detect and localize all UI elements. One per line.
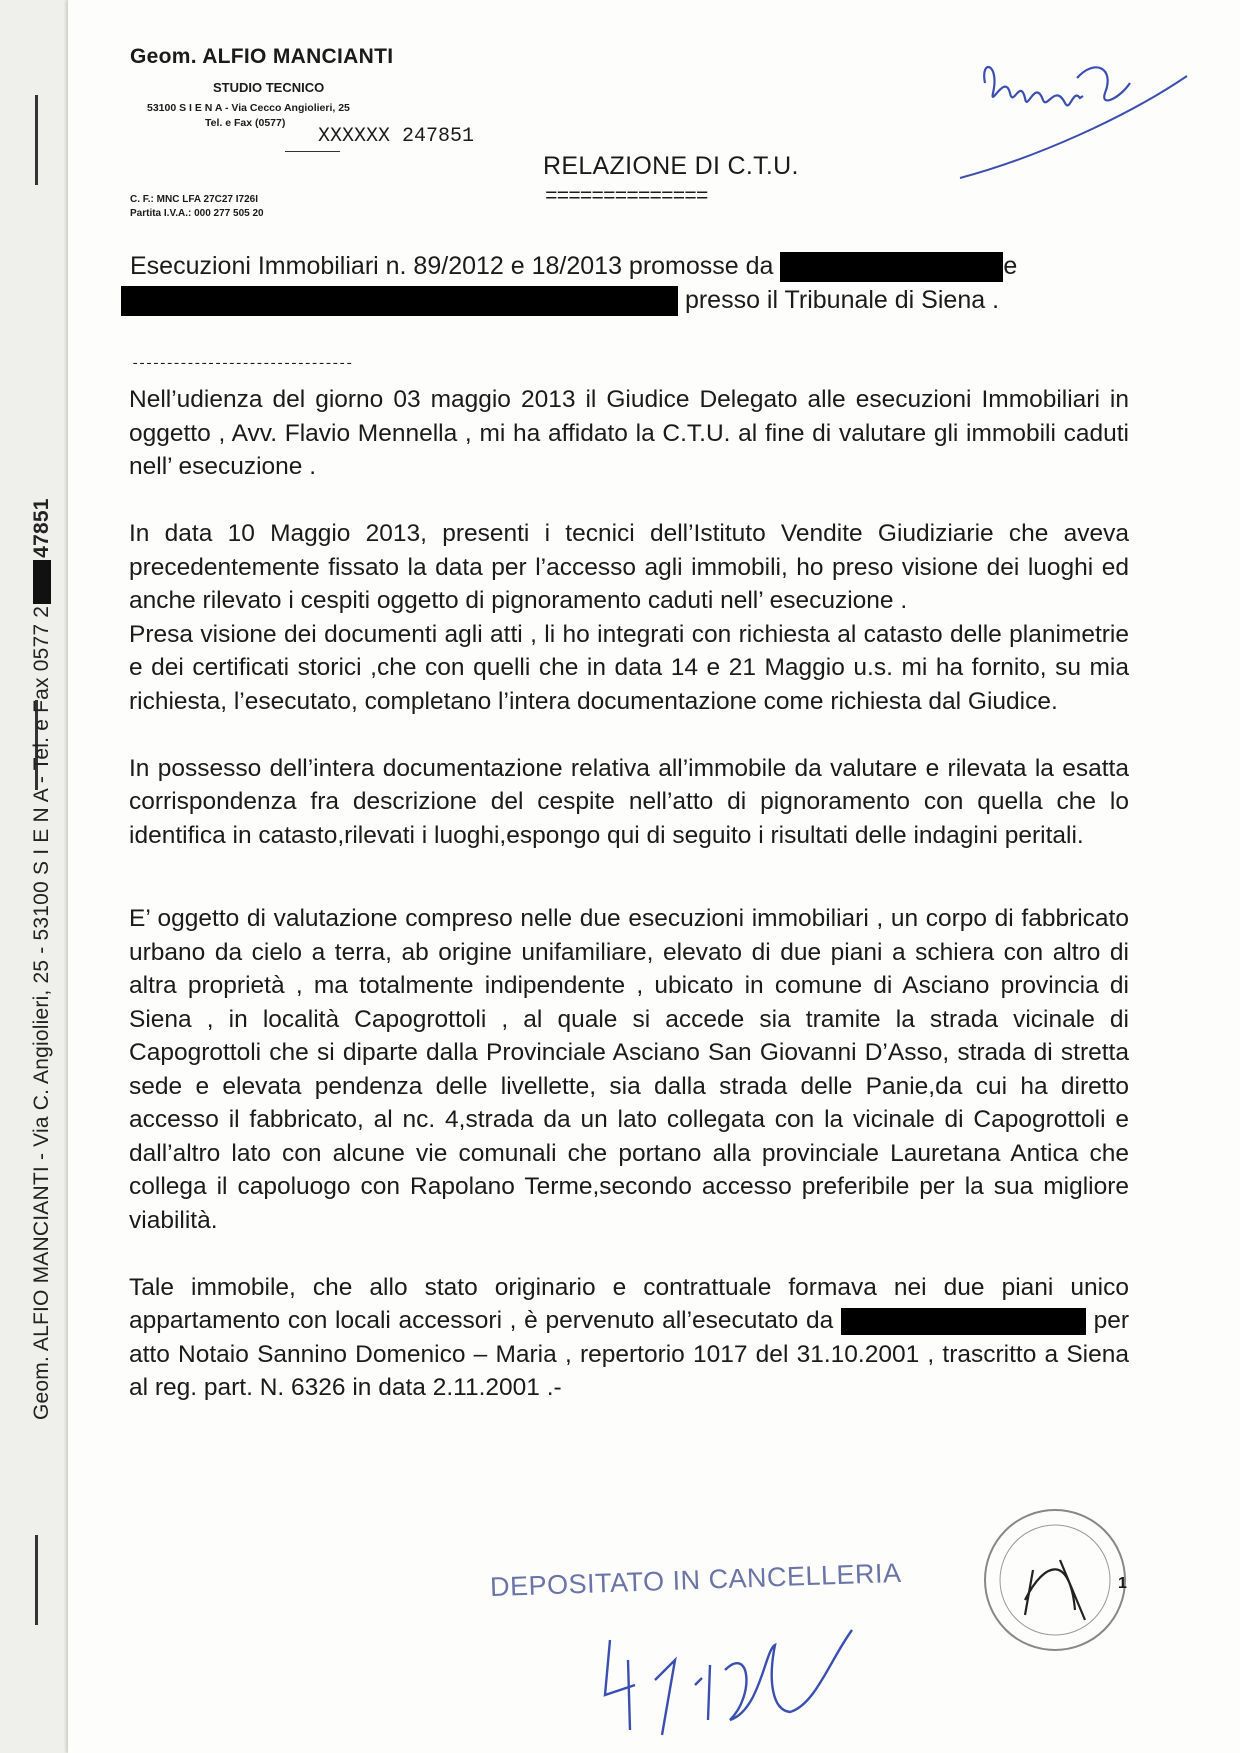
signature-top: [955, 38, 1195, 188]
letterhead: [130, 45, 475, 219]
redaction: [780, 252, 1003, 282]
letterhead-cf: C. F.: MNC LFA 27C27 I726I: [130, 194, 258, 205]
paragraph-last-start: Tale immobile, che allo stato originario e contrattuale formava nei due piani unico appartamento con locali accessori , è pervenuto all’esecutato da: [129, 1273, 1129, 1334]
paragraph-last-end: per atto Notaio Sannino Domenico – Maria , repertorio 1017 del 31.10.2001 , trascritto a Siena al reg. part. N. 6326 in data 2.11.2001 .-: [129, 1307, 1129, 1401]
redaction: [841, 1308, 1086, 1335]
letterhead-tel-label: Tel. e Fax (0577): [205, 117, 286, 129]
margin-stamp: [30, 498, 57, 1420]
page-number: 1: [1118, 1575, 1127, 1592]
document-title-underline: ==============: [545, 186, 708, 209]
report-body: [129, 383, 1129, 1438]
paragraph: In data 10 Maggio 2013, presenti i tecnici dell’Istituto Vendite Giudiziarie che aveva precedentemente fissato la data per l’accesso agli immobili, ho preso visione dei luoghi ed anche rilevato i cespiti oggetto di pignoramento caduti nell’ esecuzione .: [129, 520, 1129, 614]
margin-stamp-prefix: Geom. ALFIO MANCIANTI - Via C. Angiolieri, 25 - 53100 S I E N A - Tel. e Fax 0577 2: [30, 605, 53, 1420]
redaction: [121, 286, 678, 316]
paragraph-last: [129, 1271, 1129, 1405]
letterhead-fiscal: [130, 193, 264, 221]
document-title: RELAZIONE DI C.T.U.: [543, 152, 799, 180]
letterhead-divider: [285, 151, 340, 152]
letterhead-name: Geom. ALFIO MANCIANTI: [130, 45, 394, 68]
margin-stamp-suffix: 47851: [30, 498, 53, 558]
redaction: .: [33, 560, 51, 604]
subject-line-2: [121, 286, 999, 316]
letterhead-piva: Partita I.V.A.: 000 277 505 20: [130, 208, 264, 219]
letterhead-address: 53100 S I E N A - Via Cecco Angiolieri, 25: [147, 102, 350, 114]
paragraph: E’ oggetto di valutazione compreso nelle due esecuzioni immobiliari , un corpo di fabbricato urbano da cielo a terra, ab origine unifamiliare, elevato di due piani a schiera con altro di altra proprietà , ma totalmente indipendente , ubicato in comune di Asciano provincia di Siena , in località Capogrottoli , al quale si accede sia tramite la strada vicinale di Capogrottoli che si diparte dalla Provinciale Asciano San Giovanni D’Asso, strada di stretta sede e elevata pendenza delle livellette, sia dalla strada delle Panie,da cui ha diretto accesso il fabbricato, al nc. 4,strada da un lato collegata con la vicinale di Capogrottoli e dall’altro lato con alcune vie comunali che portano alla provinciale Lauretana Antica che collega il capoluogo con Rapolano Terme,secondo accesso preferibile per la sua migliore viabilità.: [129, 905, 1129, 1234]
paragraph: Presa visione dei documenti agli atti , li ho integrati con richiesta al catasto delle planimetrie e dei certificati storici ,che con quelli che in data 14 e 21 Maggio u.s. mi ha fornito, su mia richiesta, l’esecutato, completano l’intera documentazione come richiesta dal Giudice.: [129, 620, 1129, 715]
subject-part2: e: [1003, 252, 1018, 280]
paragraph: Nell’udienza del giorno 03 maggio 2013 il Giudice Delegato alle esecuzioni Immobiliari in oggetto , Avv. Flavio Mennella , mi ha affidato la C.T.U. al fine di valutare gli immobili caduti nell’ esecuzione .: [129, 386, 1129, 480]
subject-line-1: [130, 252, 1017, 282]
filing-stamp: DEPOSITATO IN CANCELLERIA: [489, 1557, 902, 1603]
signature-bottom: [590, 1600, 910, 1750]
letterhead-tel-number: XXXXXX 247851: [318, 125, 475, 148]
letterhead-studio: STUDIO TECNICO: [213, 80, 325, 95]
subject-part3: presso il Tribunale di Siena .: [684, 286, 1000, 314]
official-seal: [975, 1500, 1135, 1660]
binding-tick: [35, 95, 38, 185]
binding-tick: [35, 1535, 38, 1625]
separator: --------------------------------: [131, 356, 352, 372]
paragraph: In possesso dell’intera documentazione relativa all’immobile da valutare e rilevata la esatta corrispondenza fra descrizione del cespite nell’atto di pignoramento con quella che lo identifica in catasto,rilevati i luoghi,espongo qui di seguito i risultati delle indagini peritali.: [129, 754, 1129, 849]
subject-part1: Esecuzioni Immobiliari n. 89/2012 e 18/2013 promosse da: [130, 252, 774, 280]
